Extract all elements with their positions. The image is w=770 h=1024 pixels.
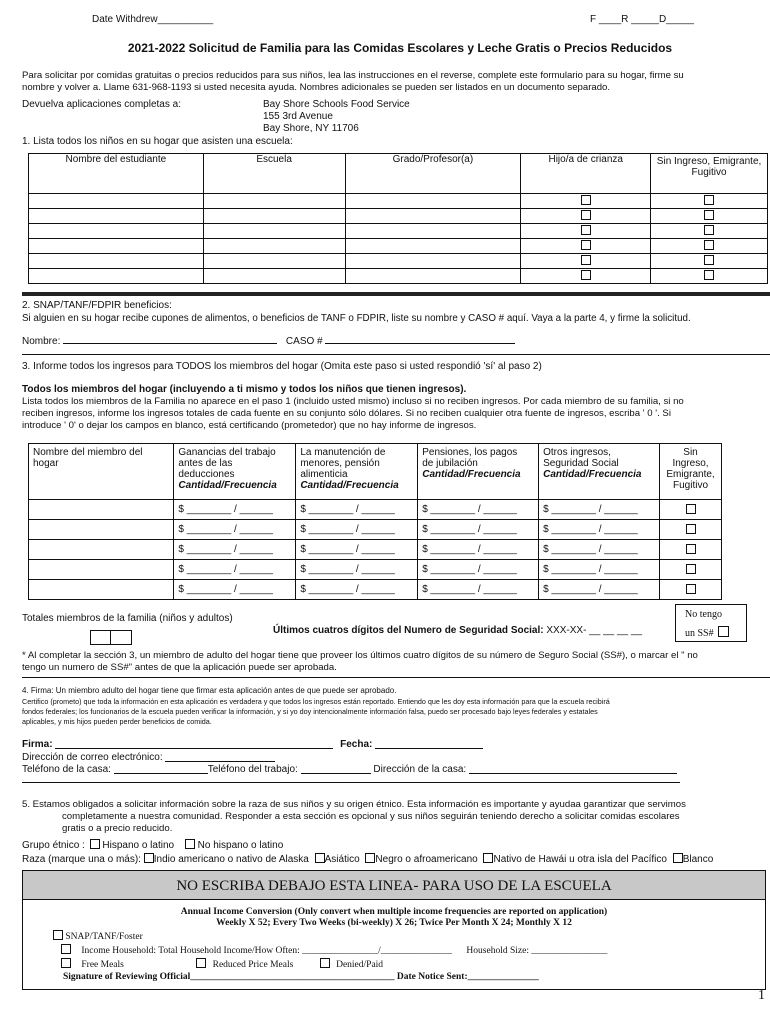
ssn-note [22,650,770,674]
school-field[interactable] [203,224,345,239]
race-checkbox-asian[interactable] [315,853,325,863]
member-name-field[interactable] [29,560,174,580]
snap-row [53,930,143,942]
header-italic: Cantidad/Frecuencia [300,480,399,491]
denied-option: Denied/Paid [336,960,384,970]
denied-checkbox[interactable] [320,958,330,968]
race-option: Nativo de Hawái u otra isla del Pacífico [493,854,667,865]
home-phone-field[interactable] [114,773,208,774]
race-option: Negro o afroamericano [375,854,478,865]
no-income-checkbox[interactable] [686,524,696,534]
instruction-line: Lista todos los miembros de la Familia no aparece en el paso 1 (incluido usted mismo) incluso si no reciben ingresos. Por cada miembro de su familia, si no [22,396,684,407]
race-checkbox-black[interactable] [365,853,375,863]
grade-field[interactable] [345,269,521,284]
col-school: Escuela [203,154,345,194]
school-field[interactable] [203,269,345,284]
grade-field[interactable] [345,194,521,209]
page-marker: 1 [758,988,765,1003]
pension-amount-field[interactable]: $ ________ / ______ [418,540,539,560]
no-income-checkbox[interactable] [686,504,696,514]
col-student-name: Nombre del estudiante [29,154,204,194]
email-field[interactable] [165,761,275,762]
race-checkbox-native[interactable] [144,853,154,863]
table-row [29,224,768,239]
cert-line: Certifico (prometo) que toda la información en esta aplicación es verdadera y que todos los ingresos están reportado. Entiendo que les doy esta información para que la escuela recibirá [22,697,610,706]
hispanic-checkbox[interactable] [90,839,100,849]
office-use-box [22,870,766,990]
member-name-field[interactable] [29,500,174,520]
work-amount-field[interactable]: $ ________ / ______ [174,500,296,520]
income-household-checkbox[interactable] [61,944,71,954]
return-address [263,99,410,135]
determination-row [61,958,383,970]
case-number-field[interactable] [325,343,515,344]
table-row [29,540,722,560]
col-child-support [296,444,418,500]
note-line: tengo un numero de SS#" antes de que la aplicación puede ser aprobada. [22,662,337,673]
student-name-field[interactable] [29,269,204,284]
date-field[interactable] [375,748,483,749]
support-amount-field[interactable]: $ ________ / ______ [296,520,418,540]
member-name-field[interactable] [29,520,174,540]
no-income-checkbox[interactable] [704,225,714,235]
pension-amount-field[interactable]: $ ________ / ______ [418,520,539,540]
children-table [28,153,768,284]
snap-name-field[interactable] [63,343,277,344]
header-line: deducciones [178,469,235,480]
free-meals-checkbox[interactable] [61,958,71,968]
reviewer-signature-field[interactable]: Signature of Reviewing Official___________________________________________ [63,972,395,982]
firma-label: Firma: [22,739,53,750]
member-name-field[interactable] [29,540,174,560]
other-amount-field[interactable]: $ ________ / ______ [539,580,660,600]
header-line: de jubilación [422,458,478,469]
home-phone-label: Teléfono de la casa: [22,764,111,775]
return-label: Devuelva aplicaciones completas a: [22,99,181,110]
phone-row [22,764,677,775]
foster-checkbox[interactable] [581,255,591,265]
frd-codes: F ____R _____D_____ [590,14,694,25]
snap-checkbox[interactable] [53,930,63,940]
table-row [29,209,768,224]
work-amount-field[interactable]: $ ________ / ______ [174,560,296,580]
section-rule [22,354,770,355]
work-phone-label: Teléfono del trabajo: [207,764,298,775]
intro-text [22,70,770,94]
income-household-text: Income Household: Total Household Income/How Often: ________________/_______________ [81,946,453,956]
section5-line: 5. Estamos obligados a solicitar información sobre la raza de sus niños y su origen étnico. Esta información es importante y ayudaa garantizar que servimos [22,799,686,810]
student-name-field[interactable] [29,194,204,209]
conversion-line: Annual Income Conversion (Only convert when multiple income frequencies are reported on application) [180,907,608,917]
hispanic-option: Hispano o latino [102,840,175,851]
section-rule [22,677,770,678]
address-line: Bay Shore Schools Food Service [263,99,410,110]
no-ssn-box [675,604,747,642]
email-row [22,752,275,763]
cert-line: fondos federales; los funcionarios de la escuela pueden verificar la información, y si yo doy intencionalmente información falsa, puedo ser procesado bajo leyes federales y estatales [22,707,598,716]
box-divider [110,631,111,644]
school-field[interactable] [203,194,345,209]
intro-line: Para solicitar por comidas gratuitas o precios reducidos para sus niños, lea las instrucciones en el reverse, complete este formulario para su hogar, firme su [22,70,684,81]
office-use-title: NO ESCRIBA DEBAJO ESTA LINEA- PARA USO DE LA ESCUELA [23,871,765,900]
certification-text [22,697,770,727]
grade-field[interactable] [345,209,521,224]
ssn-row [273,625,642,636]
table-row [29,194,768,209]
caso-label: CASO # [285,336,323,347]
reduced-checkbox[interactable] [196,958,206,968]
no-ssn-row [685,626,729,639]
non-hispanic-checkbox[interactable] [185,839,195,849]
snap-option: SNAP/TANF/Foster [65,932,143,942]
section1-heading: 1. Lista todos los niños en su hogar que asisten una escuela: [22,136,293,147]
grade-field[interactable] [345,254,521,269]
header-italic: Cantidad/Frecuencia [543,469,642,480]
race-option: Blanco [682,854,714,865]
school-field[interactable] [203,239,345,254]
ethnic-row [22,839,283,851]
race-label: Raza (marque una o más): [22,854,141,865]
date-withdrew: Date Withdrew__________ [92,14,214,25]
support-amount-field[interactable]: $ ________ / ______ [296,560,418,580]
no-ssn-checkbox[interactable] [718,626,729,637]
snap-fields [22,336,515,347]
free-meals-option: Free Meals [81,960,124,970]
page-title: 2021-2022 Solicitud de Familia para las Comidas Escolares y Leche Gratis o Precios Reducidos [127,41,673,55]
address-line: Bay Shore, NY 11706 [263,123,359,134]
household-size-field[interactable]: Household Size: ________________ [466,946,608,956]
col-other-income [539,444,660,500]
col-pensions [418,444,539,500]
conversion-line: Weekly X 52; Every Two Weeks (bi-weekly) X 26; Twice Per Month X 24; Monthly X 12 [216,918,572,928]
signature-field[interactable] [55,748,333,749]
signature-row [22,739,483,750]
ssn-field[interactable]: XXX-XX- __ __ __ __ [546,625,643,636]
no-income-checkbox[interactable] [704,270,714,280]
section-divider [22,292,770,296]
ethnic-label: Grupo étnico : [22,840,85,851]
cert-line: aplicables, y mis hijos pueden perder beneficios de comida. [22,717,212,726]
race-row [22,853,713,865]
no-income-checkbox[interactable] [704,210,714,220]
race-option: Asiático [324,854,360,865]
intro-line: nombre y volver a. Llame 631-968-1193 si usted necesita ayuda. Nombres adicionales se pueden ser listados en un documento separado. [22,82,611,93]
email-label: Dirección de correo electrónico: [22,752,163,763]
no-income-checkbox[interactable] [686,544,696,554]
table-row [29,254,768,269]
support-amount-field[interactable]: $ ________ / ______ [296,580,418,600]
section3-heading: 3. Informe todos los ingresos para TODOS los miembros del hogar (Omita este paso si usted respondió 'sí' al paso 2) [22,361,542,372]
section5-line: completamente a nuestra comunidad. Responder a esta sección es opcional y sus niños seguirán teniendo derecho a solicitar comidas escolares [62,811,680,822]
school-field[interactable] [203,254,345,269]
nombre-label: Nombre: [22,336,61,347]
date-notice-field[interactable]: Date Notice Sent:_______________ [396,972,539,982]
table-row [29,580,722,600]
race-checkbox-pacific[interactable] [483,853,493,863]
no-income-checkbox[interactable] [686,564,696,574]
header-line: Ingreso, [672,458,709,469]
col-foster: Hijo/a de crianza [521,154,651,194]
no-income-checkbox[interactable] [704,255,714,265]
ssn-label: Últimos cuatros dígitos del Numero de Seguridad Social: [273,625,544,636]
section4-heading: 4. Firma: Un miembro adulto del hogar tiene que firmar esta aplicación antes de que puede ser aprobado. [22,686,397,695]
header-line: hogar [33,458,59,469]
table-row [29,239,768,254]
section2-text: Si alguien en su hogar recibe cupones de alimentos, o beneficios de TANF o FDPIR, liste su nombre y CASO # aquí. Vaya a la parte 4, y firme la solicitud. [22,313,691,324]
header-italic: Cantidad/Frecuencia [422,469,521,480]
col-grade-teacher: Grado/Profesor(a) [345,154,521,194]
household-size-box[interactable] [90,630,132,645]
foster-checkbox[interactable] [581,225,591,235]
fecha-label: Fecha: [340,739,373,750]
review-row [63,972,539,982]
no-income-checkbox[interactable] [686,584,696,594]
foster-checkbox[interactable] [581,210,591,220]
col-no-income [660,444,722,500]
race-option: Indio americano o nativo de Alaska [153,854,309,865]
instruction-line: reciben ingresos, informe los ingresos totales de cada fuente en su conjunto sólo dólares. Si no reciben cualquier otra fuente de ingresos, escriba ' 0 '. Si [22,408,671,419]
header-line: Emigrante, [666,469,715,480]
table-row [29,520,722,540]
foster-checkbox[interactable] [581,270,591,280]
income-table [28,443,722,600]
header-line: Nombre del miembro del [33,447,143,458]
student-name-field[interactable] [29,224,204,239]
header-line: Fugitivo [673,480,709,491]
other-amount-field[interactable]: $ ________ / ______ [539,500,660,520]
pension-amount-field[interactable]: $ ________ / ______ [418,580,539,600]
col-work-earnings [174,444,296,500]
header-line: Pensiones, los pagos [422,447,518,458]
no-income-checkbox[interactable] [704,195,714,205]
no-income-checkbox[interactable] [704,240,714,250]
section2-heading: 2. SNAP/TANF/FDPIR beneficios: [22,300,172,311]
pension-amount-field[interactable]: $ ________ / ______ [418,560,539,580]
section3-bold: Todos los miembros del hogar (incluyendo a ti mismo y todos los niños que tienen ingresos). [22,384,467,395]
race-checkbox-white[interactable] [673,853,683,863]
header-line: Seguridad Social [543,458,619,469]
member-name-field[interactable] [29,580,174,600]
section5-text [22,799,770,835]
other-amount-field[interactable]: $ ________ / ______ [539,520,660,540]
income-household-row [61,944,607,956]
pension-amount-field[interactable]: $ ________ / ______ [418,500,539,520]
totals-label: Totales miembros de la familia (niños y adultos) [22,613,233,624]
instruction-line: introduce ' 0' o dejar los campos en blanco, está certificando (prometedor) que no hay informe de ingresos. [22,420,477,431]
grade-field[interactable] [345,239,521,254]
school-field[interactable] [203,209,345,224]
header-italic: Cantidad/Frecuencia [178,480,277,491]
header-line: Sin [683,447,698,458]
no-ssn-text: No tengo [685,609,722,620]
work-amount-field[interactable]: $ ________ / ______ [174,580,296,600]
student-name-field[interactable] [29,209,204,224]
foster-checkbox[interactable] [581,240,591,250]
table-row [29,560,722,580]
header-line: menores, pensión [300,458,380,469]
other-amount-field[interactable]: $ ________ / ______ [539,540,660,560]
foster-checkbox[interactable] [581,195,591,205]
header-line: Ganancias del trabajo [178,447,276,458]
other-amount-field[interactable]: $ ________ / ______ [539,560,660,580]
student-name-field[interactable] [29,254,204,269]
table-row [29,269,768,284]
address-line: 155 3rd Avenue [263,111,333,122]
section-rule [22,782,680,783]
income-conversion [23,907,765,929]
home-address-field[interactable] [469,773,677,774]
section5-line: gratis o a precio reducido. [62,823,173,834]
work-amount-field[interactable]: $ ________ / ______ [174,540,296,560]
support-amount-field[interactable]: $ ________ / ______ [296,500,418,520]
work-phone-field[interactable] [301,773,371,774]
work-amount-field[interactable]: $ ________ / ______ [174,520,296,540]
non-hispanic-option: No hispano o latino [197,840,284,851]
address-label: Dirección de la casa: [373,764,467,775]
note-line: * Al completar la sección 3, un miembro de adulto del hogar tiene que proveer los últimos cuatro dígitos de su número de Seguro Social (SS#), o marcar el " no [22,650,698,661]
header-line: antes de las [178,458,233,469]
header-line: Otros ingresos, [543,447,611,458]
header-line: La manutención de [300,447,386,458]
table-row [29,500,722,520]
col-member-name [29,444,174,500]
student-name-field[interactable] [29,239,204,254]
grade-field[interactable] [345,224,521,239]
reduced-option: Reduced Price Meals [212,960,294,970]
col-no-income: Sin Ingreso, Emigrante, Fugitivo [651,154,768,194]
support-amount-field[interactable]: $ ________ / ______ [296,540,418,560]
header-line: alimenticia [300,469,348,480]
section3-instructions [22,396,770,432]
no-ssn-text: un SS# [685,628,714,639]
